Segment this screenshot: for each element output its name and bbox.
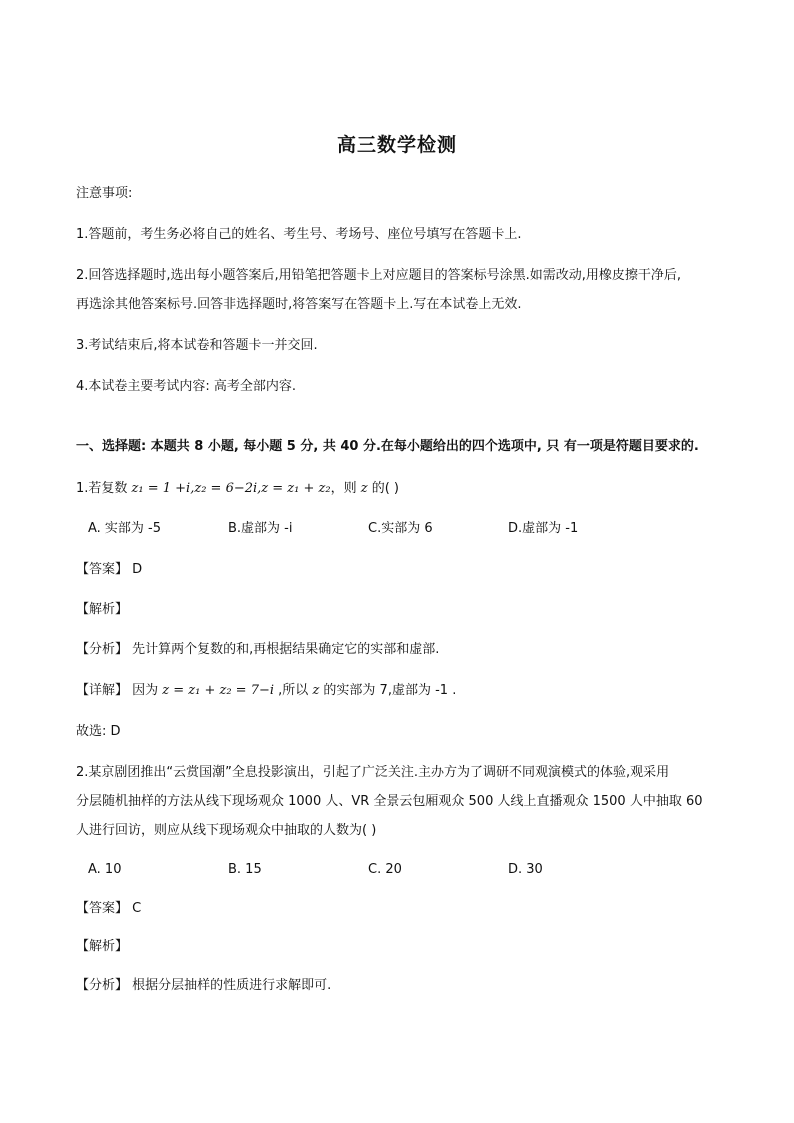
- q2-fenxi: 【分析】 根据分层抽样的性质进行求解即可.: [76, 978, 332, 993]
- note-item-1: 1.答题前，考生务必将自己的姓名、考生号、考场号、座位号填写在答题卡上.: [76, 227, 522, 242]
- section-heading: 一、选择题: 本题共 8 小题, 每小题 5 分, 共 40 分.在每小题给出的四个选项中, 只 有一项是符题目要求的.: [76, 439, 699, 454]
- note-item-3: 3.考试结束后,将本试卷和答题卡一并交回.: [76, 338, 318, 353]
- q1-option-d: D.虚部为 -1: [508, 521, 579, 536]
- q1-stem-prefix: 1.若复数: [76, 481, 132, 496]
- q2-analysis-label: 【解析】: [76, 939, 129, 954]
- note-item-2-cont: 再选涂其他答案标号.回答非选择题时,将答案写在答题卡上.写在本试卷上无效.: [76, 297, 522, 312]
- q1-option-a: A. 实部为 -5: [88, 521, 162, 536]
- q1-detail-suffix: 的实部为 7,虚部为 -1 .: [319, 683, 457, 698]
- q1-option-c: C.实部为 6: [368, 521, 433, 536]
- q1-answer: 【答案】 D: [76, 562, 143, 577]
- page-title: 高三数学检测: [336, 134, 457, 156]
- q1-detail-math: z = z₁ + z₂ = 7−i: [162, 683, 275, 698]
- q1-stem: [76, 480, 399, 498]
- q2-option-b: B. 15: [228, 862, 262, 877]
- q2-stem-line-1: 2.某京剧团推出“云赏国潮”全息投影演出，引起了广泛关注.主办方为了调研不同观演模式的体验,观采用: [76, 765, 670, 780]
- q1-detail-var: z: [312, 683, 320, 698]
- q1-option-b: B.虚部为 -i: [228, 521, 293, 536]
- note-item-4: 4.本试卷主要考试内容: 高考全部内容.: [76, 379, 297, 394]
- q1-detail: [76, 682, 456, 700]
- note-item-2: 2.回答选择题时,选出每小题答案后,用铅笔把答题卡上对应题目的答案标号涂黑.如需改动,用橡皮擦干净后,: [76, 268, 682, 283]
- q2-answer: 【答案】 C: [76, 901, 142, 916]
- q1-detail-prefix: 【详解】 因为: [76, 683, 163, 698]
- q1-stem-math: z₁ = 1 +i,z₂ = 6−2i,z = z₁ + z₂: [131, 481, 331, 496]
- q1-stem-var: z: [360, 481, 368, 496]
- q2-stem-line-2: 分层随机抽样的方法从线下现场观众 1000 人、VR 全景云包厢观众 500 人线上直播观众 1500 人中抽取 60: [76, 794, 703, 809]
- q1-stem-suffix: 的( ): [367, 481, 399, 496]
- q2-stem-line-3: 人进行回访，则应从线下现场观众中抽取的人数为( ): [76, 823, 377, 838]
- q1-choose: 故选: D: [76, 724, 121, 739]
- notes-heading: 注意事项:: [76, 186, 133, 201]
- q2-option-d: D. 30: [508, 862, 543, 877]
- q1-fenxi: 【分析】 先计算两个复数的和,再根据结果确定它的实部和虚部.: [76, 642, 440, 657]
- q1-detail-mid: ,所以: [274, 683, 313, 698]
- q2-option-a: A. 10: [88, 862, 122, 877]
- q2-option-c: C. 20: [368, 862, 402, 877]
- q1-analysis-label: 【解析】: [76, 602, 129, 617]
- q1-stem-mid: ，则: [330, 481, 361, 496]
